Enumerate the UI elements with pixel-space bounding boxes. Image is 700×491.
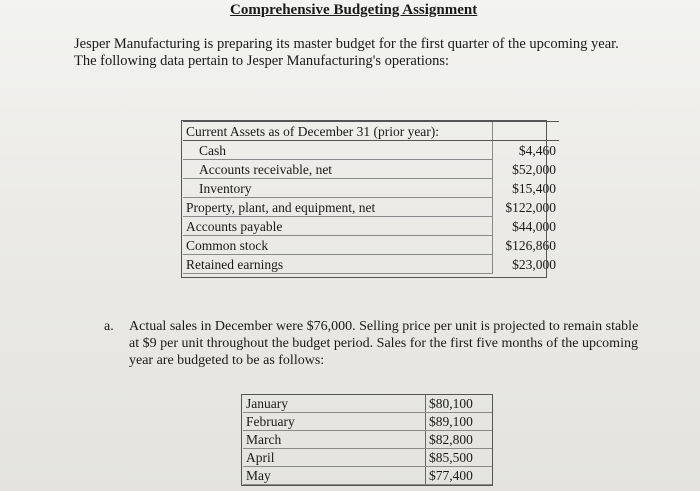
sales-month: February (243, 413, 426, 431)
balance-table (183, 121, 559, 274)
balance-value: $52,000 (493, 160, 560, 179)
table-row (183, 236, 559, 255)
sales-amount: $80,100 (426, 395, 493, 413)
balance-label: Property, plant, and equipment, net (183, 198, 493, 217)
balance-value: $15,400 (493, 179, 560, 198)
balance-label: Cash (183, 141, 493, 160)
table-row (183, 179, 559, 198)
balance-label: Retained earnings (183, 255, 493, 274)
table-row (243, 449, 492, 467)
intro-paragraph (74, 36, 674, 70)
balance-value: $126,860 (493, 236, 560, 255)
sales-month: March (243, 431, 426, 449)
item-a-marker: a. (104, 319, 114, 334)
intro-line-1: Jesper Manufacturing is preparing its master budget for the first quarter of the upcoming year. (74, 36, 619, 52)
table-row (243, 467, 492, 485)
intro-line-2: The following data pertain to Jesper Manufacturing's operations: (74, 53, 450, 69)
balance-value: $23,000 (493, 255, 560, 274)
item-a-paragraph (104, 318, 664, 369)
sales-amount: $77,400 (426, 467, 493, 485)
balance-value: $122,000 (493, 198, 560, 217)
table-row (243, 395, 492, 413)
balance-table-header: Current Assets as of December 31 (prior year): (183, 122, 493, 141)
sales-month: January (243, 395, 426, 413)
balance-label: Accounts payable (183, 217, 493, 236)
sales-month: April (243, 449, 426, 467)
balance-label: Inventory (183, 179, 493, 198)
balance-label: Common stock (183, 236, 493, 255)
sales-amount: $89,100 (426, 413, 493, 431)
balance-label: Accounts receivable, net (183, 160, 493, 179)
sales-month: May (243, 467, 426, 485)
table-row (243, 413, 492, 431)
table-row (183, 217, 559, 236)
item-a-line-2: at $9 per unit throughout the budget period. Sales for the first five months of the upcoming (129, 336, 638, 351)
item-a-line-3: year are budgeted to be as follows: (129, 353, 325, 368)
table-row (183, 141, 559, 160)
sales-amount: $82,800 (426, 431, 493, 449)
table-row (243, 431, 492, 449)
sales-amount: $85,500 (426, 449, 493, 467)
balance-table-header-row (183, 122, 559, 141)
balance-value: $44,000 (493, 217, 560, 236)
item-a-line-1: Actual sales in December were $76,000. Selling price per unit is projected to remain stable (129, 319, 639, 334)
table-row (183, 255, 559, 274)
balance-value: $4,460 (493, 141, 560, 160)
sales-table (243, 395, 492, 485)
page-title: Comprehensive Budgeting Assignment (230, 2, 478, 18)
table-row (183, 198, 559, 217)
table-row (183, 160, 559, 179)
